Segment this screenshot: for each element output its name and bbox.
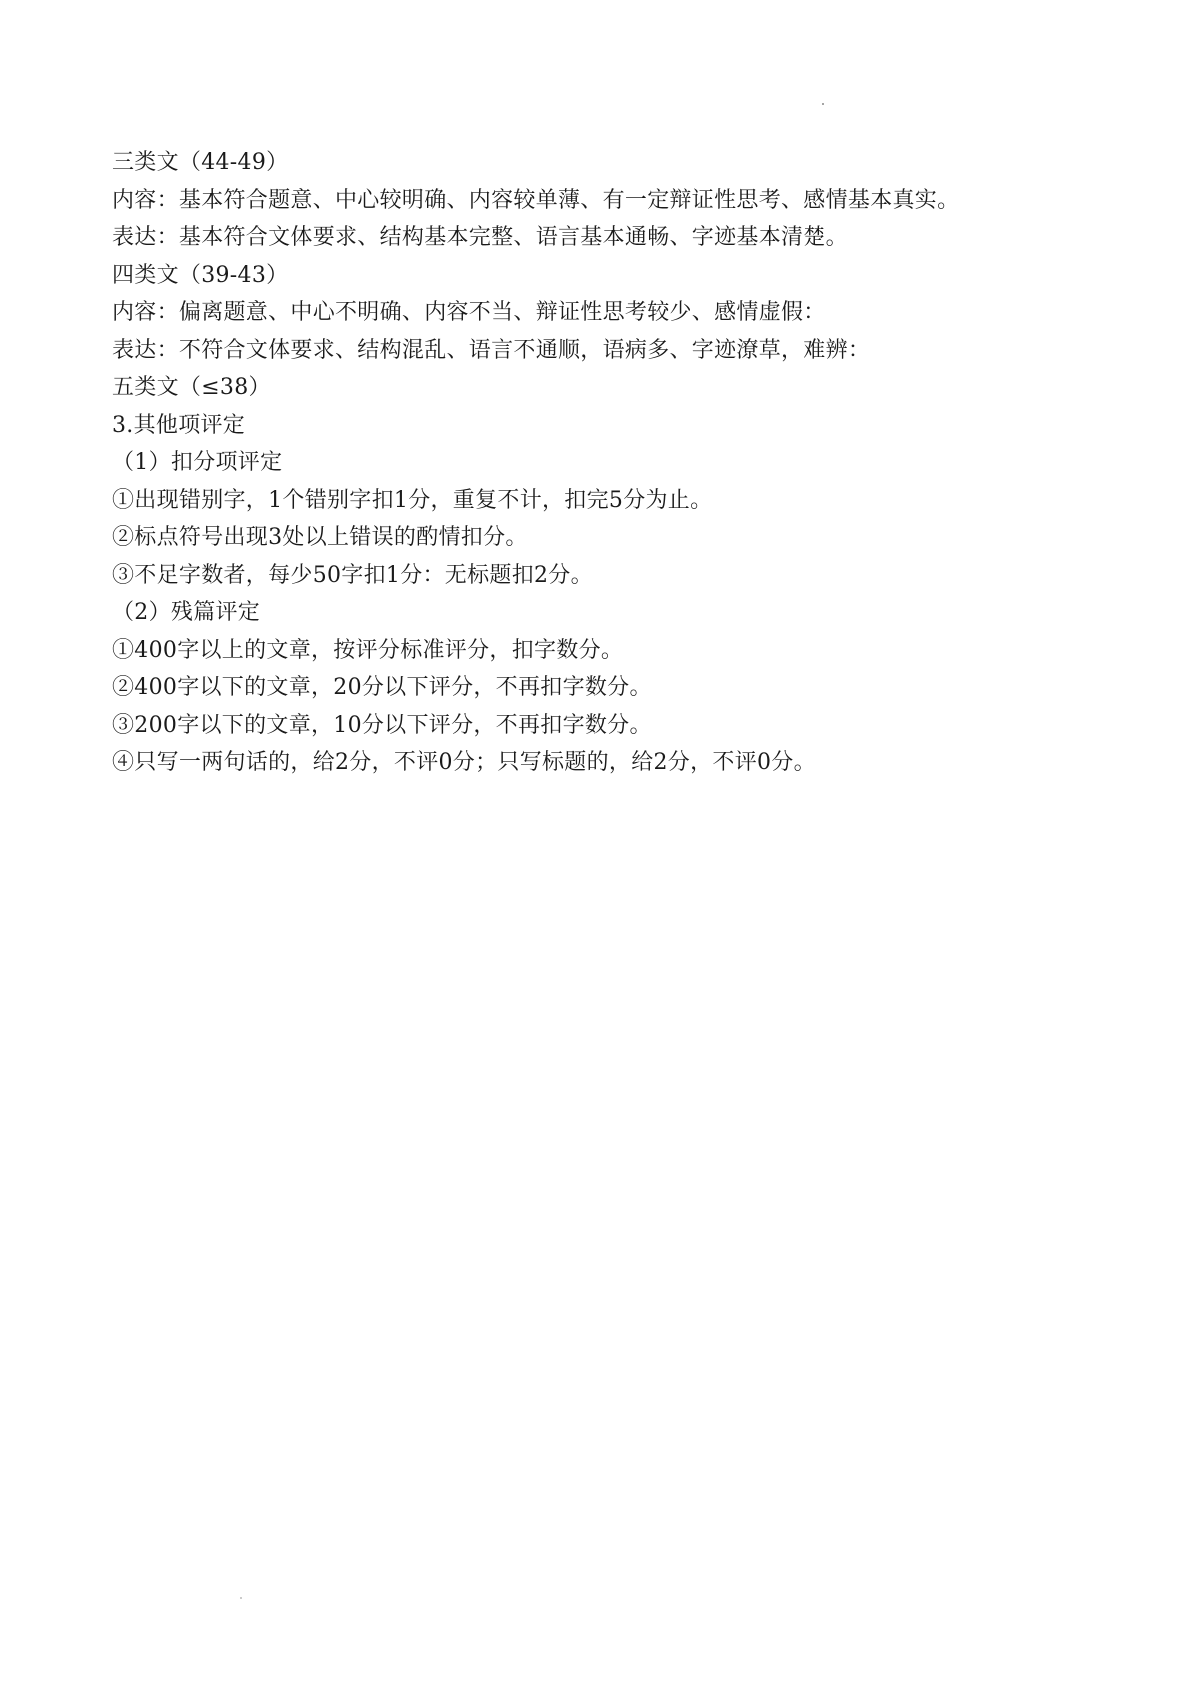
incomplete-rule-3: ③200字以下的文章，10分以下评分，不再扣字数分。 <box>112 712 652 738</box>
subheading-incomplete-essays: （2）残篇评定 <box>112 600 261 625</box>
section-heading-class-four: 四类文（39-43） <box>112 262 289 288</box>
class-four-content-criteria: 内容：偏离题意、中心不明确、内容不当、辩证性思考较少、感情虚假： <box>112 300 826 325</box>
scan-speck-top <box>822 103 824 105</box>
incomplete-rule-4: ④只写一两句话的，给2分，不评0分；只写标题的，给2分，不评0分。 <box>112 750 816 775</box>
deduction-rule-1: ①出现错别字，1个错别字扣1分，重复不计，扣完5分为止。 <box>112 487 713 513</box>
section-heading-other-items: 3.其他项评定 <box>112 412 246 438</box>
class-four-expression-criteria: 表达：不符合文体要求、结构混乱、语言不通顺，语病多、字迹潦草，难辨： <box>112 337 871 363</box>
deduction-rule-3: ③不足字数者，每少50字扣1分：无标题扣2分。 <box>112 562 593 588</box>
scan-speck-bottom <box>240 1597 242 1599</box>
deduction-rule-2: ②标点符号出现3处以上错误的酌情扣分。 <box>112 525 528 550</box>
incomplete-rule-1: ①400字以上的文章，按评分标准评分，扣字数分。 <box>112 637 624 663</box>
section-heading-class-three: 三类文（44-49） <box>112 150 289 175</box>
subheading-deductions: （1）扣分项评定 <box>112 450 283 475</box>
document-body <box>112 144 1112 782</box>
section-heading-class-five: 五类文（≤38） <box>112 375 271 400</box>
class-three-content-criteria: 内容：基本符合题意、中心较明确、内容较单薄、有一定辩证性思考、感情基本真实。 <box>112 187 960 213</box>
class-three-expression-criteria: 表达：基本符合文体要求、结构基本完整、语言基本通畅、字迹基本清楚。 <box>112 225 848 250</box>
incomplete-rule-2: ②400字以下的文章，20分以下评分，不再扣字数分。 <box>112 675 652 700</box>
